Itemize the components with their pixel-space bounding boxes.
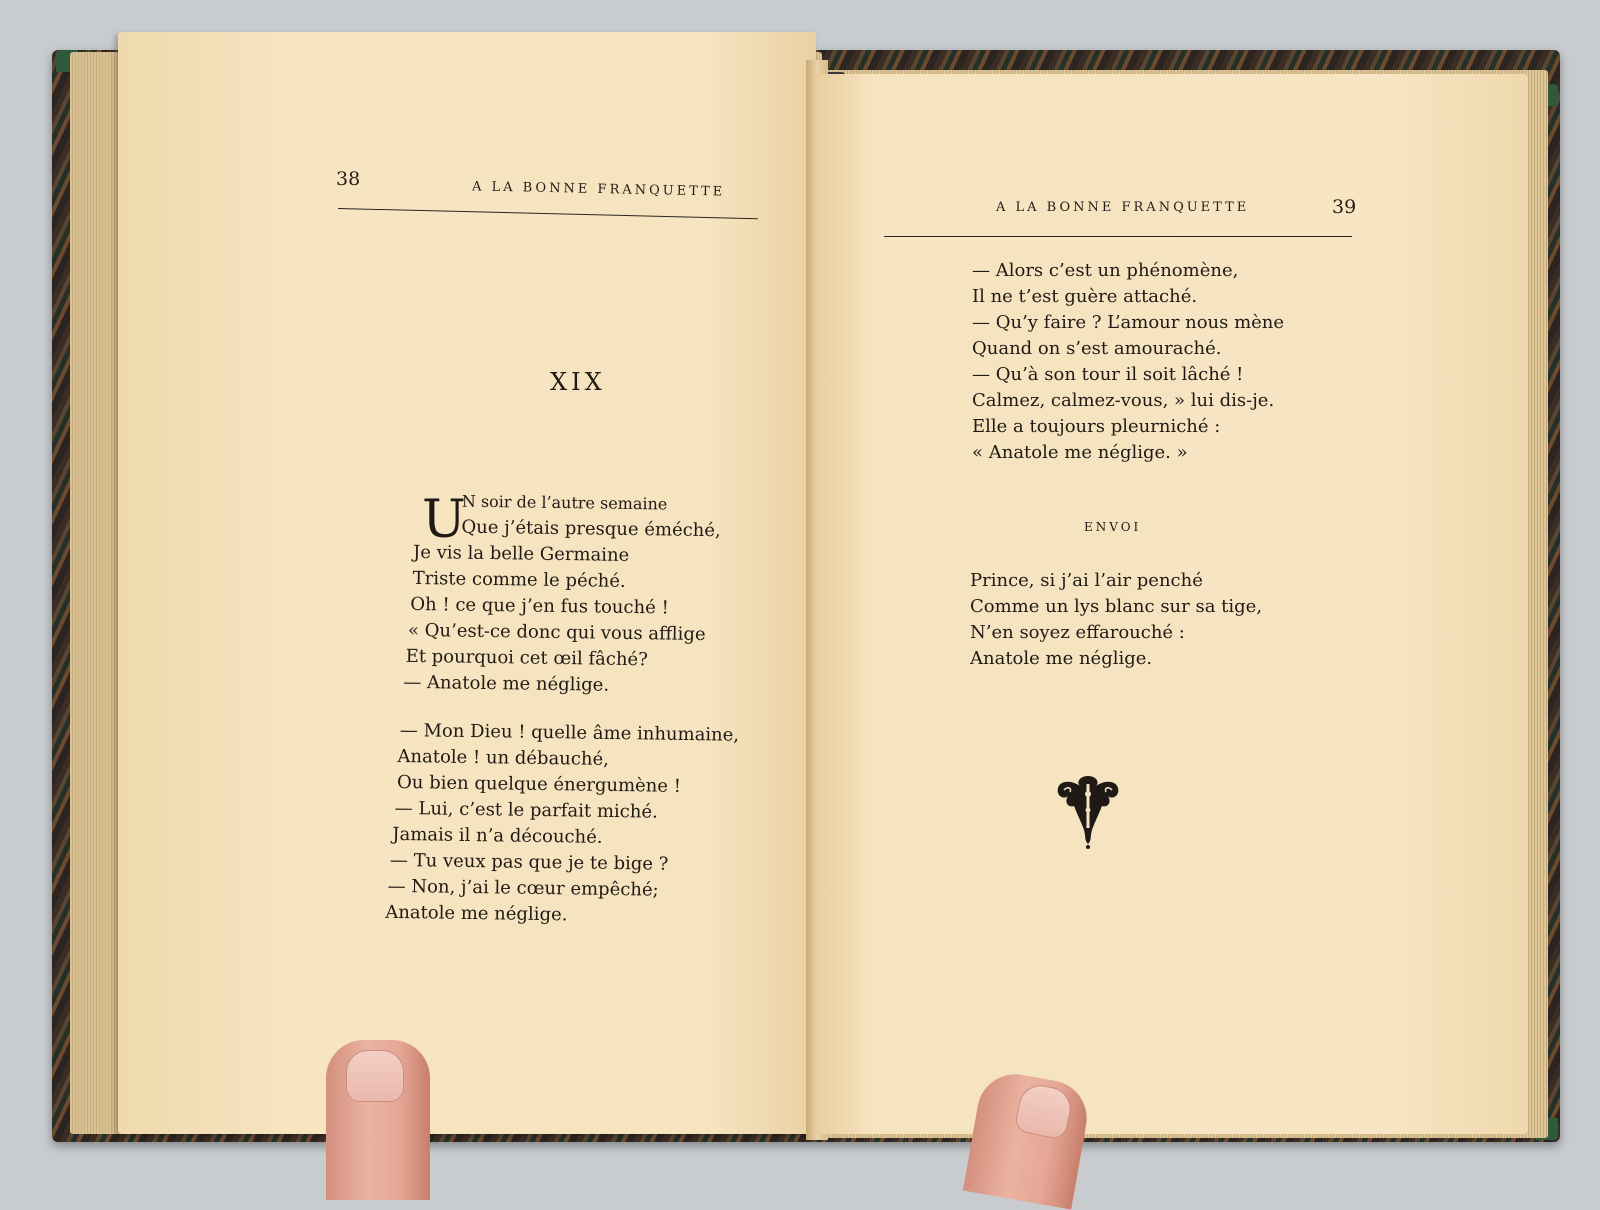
verse-line: Oh ! ce que j’en fus touché ! <box>410 593 669 619</box>
verse-line: Et pourquoi cet œil fâché? <box>405 645 648 671</box>
verse-line: Je vis la belle Germaine <box>412 541 630 566</box>
header-rule-right <box>884 236 1352 237</box>
verse-line: — Alors c’est un phénomène, <box>972 260 1239 281</box>
stanza-3 <box>972 258 1284 466</box>
verse-line: Triste comme le péché. <box>412 567 626 592</box>
verse-line: « Anatole me néglige. » <box>972 442 1188 463</box>
verse-line: Ou bien quelque énergumène ! <box>396 771 682 797</box>
running-head-left: A LA BONNE FRANQUETTE <box>471 179 726 200</box>
verse-line: Calmez, calmez-vous, » lui dis-je. <box>972 390 1275 411</box>
envoi-heading: ENVOI <box>1084 520 1142 534</box>
left-page[interactable] <box>118 32 816 1134</box>
verse-line: « Qu’est-ce donc qui vous afflige <box>407 619 706 646</box>
drop-cap: U <box>422 490 466 550</box>
verse-line: Quand on s’est amouraché. <box>972 338 1222 359</box>
verse-line: Prince, si j’ai l’air penché <box>970 570 1203 591</box>
verse-line: Jamais il n’a découché. <box>392 823 603 848</box>
verse-line: — Qu’y faire ? L’amour nous mène <box>972 312 1285 333</box>
verse-line: — Tu veux pas que je te bige ? <box>389 849 669 875</box>
running-head-right: A LA BONNE FRANQUETTE <box>996 200 1250 215</box>
stanza-2 <box>385 718 740 931</box>
verse-line: N’en soyez effarouché : <box>970 622 1185 643</box>
envoi-stanza <box>970 568 1262 672</box>
verse-line: — Non, j’ai le cœur empêché; <box>387 875 659 901</box>
verse-line: Anatole me néglige. <box>970 648 1153 669</box>
verse-line: Que j’étais presque éméché, <box>461 516 721 542</box>
verse-line: Il ne t’est guère attaché. <box>972 286 1198 307</box>
page-number-left: 38 <box>336 168 361 190</box>
left-thumbnail <box>346 1050 404 1102</box>
fleuron-icon <box>1050 770 1126 850</box>
verse-line: Anatole me néglige. <box>385 901 568 926</box>
verse-line: Elle a toujours pleurniché : <box>972 416 1221 437</box>
stanza-1 <box>403 488 721 700</box>
verse-line: — Qu’à son tour il soit lâché ! <box>972 364 1244 385</box>
verse-line: Comme un lys blanc sur sa tige, <box>970 596 1263 617</box>
verse-line: — Lui, c’est le parfait miché. <box>394 797 658 823</box>
poem-number: XIX <box>550 368 606 396</box>
page-number-right: 39 <box>1332 196 1357 218</box>
verse-line: N soir de l’autre semaine <box>461 491 668 514</box>
verse-line: Anatole ! un débauché, <box>397 745 610 770</box>
right-page[interactable] <box>816 74 1528 1134</box>
verse-line: — Anatole me néglige. <box>403 671 610 696</box>
verse-line: — Mon Dieu ! quelle âme inhumaine, <box>399 719 740 746</box>
header-rule-left <box>338 208 758 219</box>
